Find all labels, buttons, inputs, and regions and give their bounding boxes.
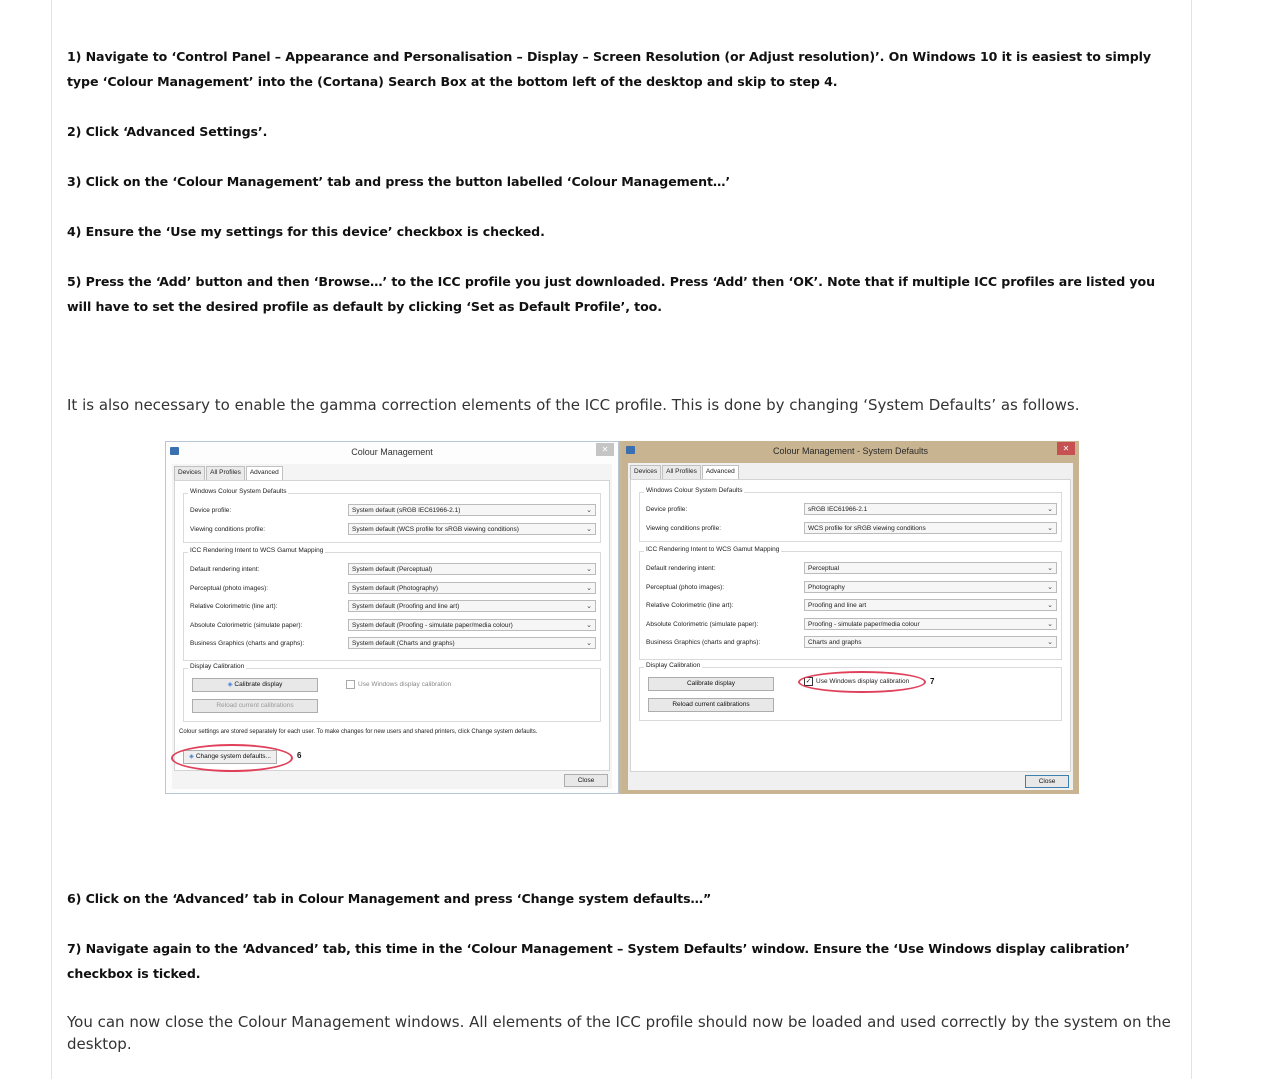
chevron-down-icon: ⌄ <box>586 507 592 514</box>
button-label: Reload current calibrations <box>216 702 294 709</box>
select-value: sRGB IEC61966-2.1 <box>808 506 868 513</box>
field-label: Business Graphics (charts and graphs): <box>646 639 761 646</box>
button-label: Calibrate display <box>686 680 736 687</box>
calibrate-display-button[interactable] <box>648 677 774 691</box>
chevron-down-icon: ⌄ <box>1047 584 1053 591</box>
tab-advanced[interactable]: Advanced <box>702 465 739 480</box>
tab-all-profiles[interactable]: All Profiles <box>206 466 245 480</box>
group-label: Display Calibration <box>646 662 701 669</box>
business-graphics-select[interactable] <box>804 636 1057 648</box>
chevron-down-icon: ⌄ <box>1047 639 1053 646</box>
select-value: Proofing - simulate paper/media colour <box>808 621 920 628</box>
relative-colorimetric-select[interactable] <box>804 599 1057 611</box>
button-label: Change system defaults... <box>195 753 271 760</box>
step-2: 2) Click ‘Advanced Settings’. <box>67 124 268 139</box>
chevron-down-icon: ⌄ <box>586 526 592 533</box>
checkbox-label: Use Windows display calibration <box>358 681 452 689</box>
select-value: WCS profile for sRGB viewing conditions <box>808 525 926 532</box>
absolute-colorimetric-select[interactable] <box>804 618 1057 630</box>
select-value: System default (Perceptual) <box>352 566 433 573</box>
field-label: Perceptual (photo images): <box>646 584 725 591</box>
button-label: Close <box>1038 778 1056 785</box>
checkmark-icon: ✓ <box>805 678 812 685</box>
chevron-down-icon: ⌄ <box>1047 602 1053 609</box>
app-icon <box>170 447 179 455</box>
step-4: 4) Ensure the ‘Use my settings for this device’ checkbox is checked. <box>67 224 545 239</box>
chevron-down-icon: ⌄ <box>586 640 592 647</box>
button-label: Close <box>577 777 595 784</box>
shield-icon: ◈ <box>189 753 195 760</box>
tab-all-profiles[interactable]: All Profiles <box>662 465 701 479</box>
checkbox-box <box>346 680 355 689</box>
field-label: Business Graphics (charts and graphs): <box>190 640 305 647</box>
reload-calibrations-button[interactable] <box>648 698 774 712</box>
group-label: Display Calibration <box>190 663 245 670</box>
tab-devices[interactable]: Devices <box>630 465 661 479</box>
shield-icon: ◈ <box>227 681 233 688</box>
absolute-colorimetric-select[interactable] <box>348 619 596 631</box>
perceptual-select[interactable] <box>804 581 1057 593</box>
intro-paragraph: It is also necessary to enable the gamma correction elements of the ICC profile. This is done by changing ‘System Defaults’ as follows. <box>67 396 1080 414</box>
close-icon[interactable]: ✕ <box>1057 442 1075 455</box>
use-calibration-checkbox[interactable] <box>346 680 451 689</box>
chevron-down-icon: ⌄ <box>586 622 592 629</box>
step-6: 6) Click on the ‘Advanced’ tab in Colour Management and press ‘Change system defaults…” <box>67 891 712 906</box>
highlight-circle <box>798 671 926 693</box>
select-value: System default (Proofing and line art) <box>352 603 460 610</box>
field-label: Viewing conditions profile: <box>646 525 722 532</box>
closing-paragraph: You can now close the Colour Management windows. All elements of the ICC profile should now be loaded and used correctly by the system on the desktop. <box>67 1013 1171 1053</box>
step-marker: 7 <box>930 677 935 686</box>
field-label: Absolute Colorimetric (simulate paper): <box>646 621 759 628</box>
chevron-down-icon: ⌄ <box>1047 525 1053 532</box>
group-label: Windows Colour System Defaults <box>646 487 743 494</box>
system-defaults-window <box>622 441 1079 794</box>
device-profile-select[interactable] <box>804 503 1057 515</box>
viewing-conditions-select[interactable] <box>348 523 596 535</box>
button-label: Calibrate display <box>234 681 283 688</box>
group-label: ICC Rendering Intent to WCS Gamut Mapping <box>646 546 780 553</box>
button-label: Reload current calibrations <box>672 701 750 708</box>
reload-calibrations-button[interactable] <box>192 699 318 713</box>
chevron-down-icon: ⌄ <box>586 585 592 592</box>
relative-colorimetric-select[interactable] <box>348 600 596 612</box>
close-button[interactable] <box>564 774 608 787</box>
select-value: Perceptual <box>808 565 840 572</box>
article-page <box>51 0 1192 1079</box>
step-1: 1) Navigate to ‘Control Panel – Appearance and Personalisation – Display – Screen Resolution (or Adjust resolution)’. On Windows 10 it is easiest to simply type ‘Colour Management’ into the (Cortana) Search Box at the bottom left of the desktop and skip to step 4. <box>67 49 1152 89</box>
chevron-down-icon: ⌄ <box>1047 565 1053 572</box>
rendering-intent-select[interactable] <box>804 562 1057 574</box>
field-label: Absolute Colorimetric (simulate paper): <box>190 622 303 629</box>
tab-devices[interactable]: Devices <box>174 466 205 480</box>
tab-advanced[interactable]: Advanced <box>246 466 283 481</box>
perceptual-select[interactable] <box>348 582 596 594</box>
chevron-down-icon: ⌄ <box>586 566 592 573</box>
field-label: Device profile: <box>646 506 688 513</box>
close-button[interactable] <box>1025 775 1069 788</box>
chevron-down-icon: ⌄ <box>586 603 592 610</box>
field-label: Relative Colorimetric (line art): <box>646 602 734 609</box>
field-label: Default rendering intent: <box>190 566 260 573</box>
field-label: Device profile: <box>190 507 232 514</box>
rendering-intent-select[interactable] <box>348 563 596 575</box>
select-value: System default (Charts and graphs) <box>352 640 455 647</box>
group-label: ICC Rendering Intent to WCS Gamut Mapping <box>190 547 324 554</box>
calibrate-display-button[interactable] <box>192 678 318 692</box>
field-label: Default rendering intent: <box>646 565 716 572</box>
select-value: Photography <box>808 584 845 591</box>
step-7: 7) Navigate again to the ‘Advanced’ tab, this time in the ‘Colour Management – System Defaults’ window. Ensure the ‘Use Windows display calibration’ checkbox is ticked. <box>67 941 1130 981</box>
step-marker: 6 <box>297 751 302 760</box>
colour-management-screenshot <box>165 441 1079 794</box>
app-icon <box>626 446 635 454</box>
highlight-circle <box>171 744 293 772</box>
select-value: Charts and graphs <box>808 639 862 646</box>
field-label: Relative Colorimetric (line art): <box>190 603 278 610</box>
select-value: System default (Proofing - simulate paper/media colour) <box>352 622 513 629</box>
chevron-down-icon: ⌄ <box>1047 621 1053 628</box>
window-title: Colour Management <box>351 447 433 457</box>
select-value: System default (Photography) <box>352 585 438 592</box>
select-value: System default (WCS profile for sRGB viewing conditions) <box>352 526 519 533</box>
close-icon[interactable]: ✕ <box>596 443 614 456</box>
field-label: Perceptual (photo images): <box>190 585 269 592</box>
chevron-down-icon: ⌄ <box>1047 506 1053 513</box>
select-value: Proofing and line art <box>808 602 867 609</box>
colour-management-window <box>165 441 619 794</box>
viewing-conditions-select[interactable] <box>804 522 1057 534</box>
device-profile-select[interactable] <box>348 504 596 516</box>
select-value: System default (sRGB IEC61966-2.1) <box>352 507 461 514</box>
settings-note: Colour settings are stored separately for each user. To make changes for new users and shared printers, click Change system defaults. <box>179 729 538 735</box>
window-title: Colour Management - System Defaults <box>772 446 929 456</box>
step-5: 5) Press the ‘Add’ button and then ‘Browse…’ to the ICC profile you just downloaded. Press ‘Add’ then ‘OK’. Note that if multiple ICC profiles are listed you will have to set the desired profile as default by clicking ‘Set as Default Profile’, too. <box>67 274 1155 314</box>
field-label: Viewing conditions profile: <box>190 526 266 533</box>
checkbox-label: Use Windows display calibration <box>816 678 910 686</box>
business-graphics-select[interactable] <box>348 637 596 649</box>
step-3: 3) Click on the ‘Colour Management’ tab and press the button labelled ‘Colour Management…’ <box>67 174 731 189</box>
group-label: Windows Colour System Defaults <box>190 488 287 495</box>
